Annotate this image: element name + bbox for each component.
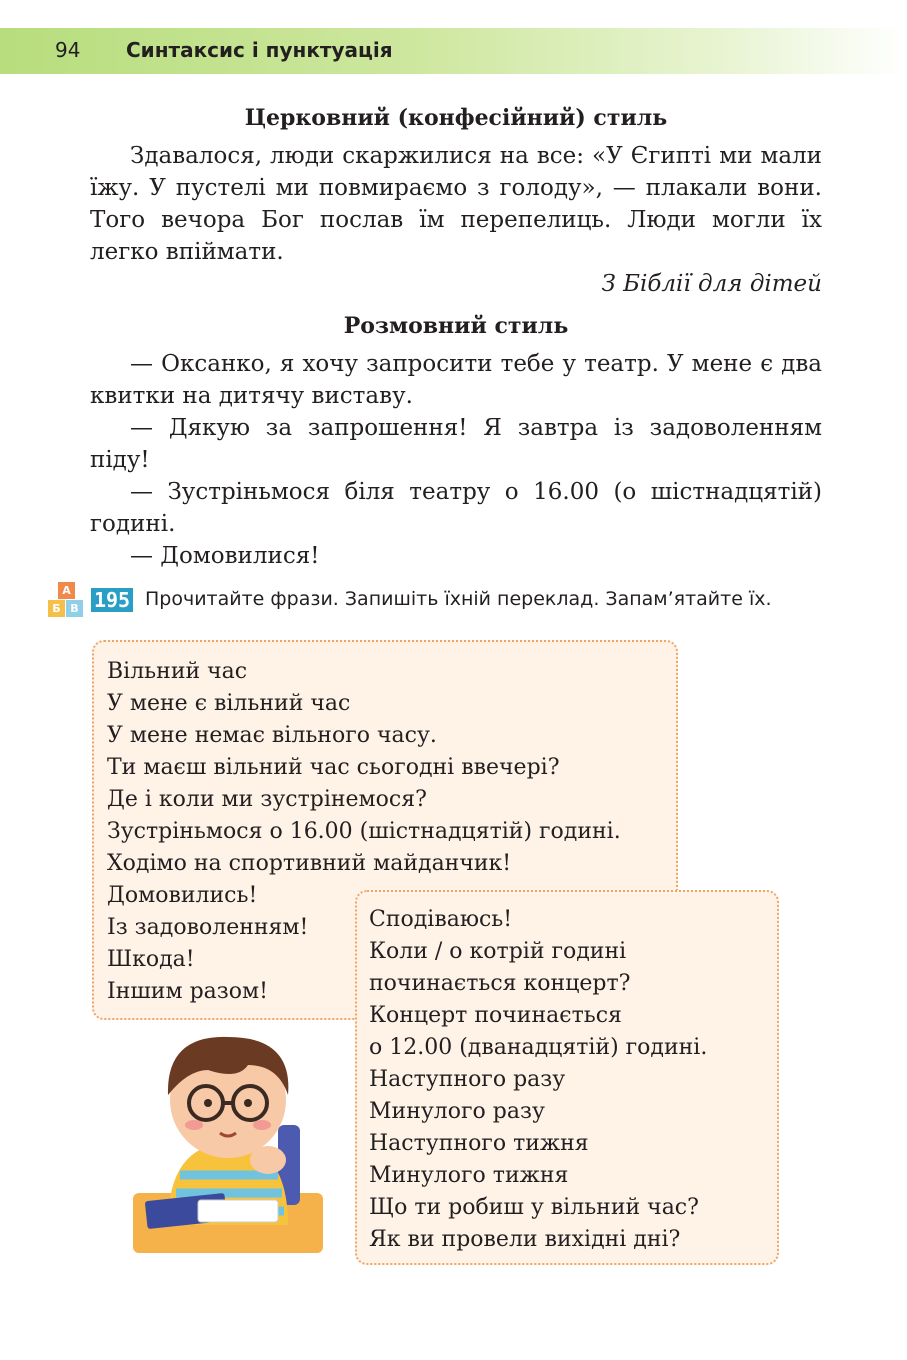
dialogue-line: — Оксанко, я хочу запросити тебе у театр. У мене є два квитки на дитячу виставу. <box>90 351 822 409</box>
phrase: Вільний час <box>107 659 248 684</box>
phrase: Де і коли ми зустрінемося? <box>107 787 427 812</box>
phrase: Іншим разом! <box>107 979 268 1004</box>
task-instruction: Прочитайте фрази. Запишіть їхній переклад. Запам’ятайте їх. <box>145 588 772 610</box>
phrase: Концерт починається <box>369 1003 622 1028</box>
phrase: У мене є вільний час <box>107 691 351 716</box>
phrase: Зустріньмося о 16.00 (шістнадцятій) годині. <box>107 819 621 844</box>
church-style-paragraph: Здавалося, люди скаржилися на все: «У Єгипті ми мали їжу. У пустелі ми повмираємо з голоду», — плакали вони. Того вечора Бог послав їм перепелиць. Люди могли їх легко впіймати. <box>90 143 822 265</box>
phrases-box-right <box>355 890 779 1265</box>
phrase: Ти маєш вільний час сьогодні ввечері? <box>107 755 560 780</box>
phrase: Наступного разу <box>369 1067 566 1092</box>
boy-illustration <box>128 1025 338 1255</box>
phrase: Що ти робиш у вільний час? <box>369 1195 699 1220</box>
church-style-block <box>90 102 822 300</box>
church-style-source: З Біблії для дітей <box>601 271 822 297</box>
dialogue-line: — Дякую за запрошення! Я завтра із задоволенням піду! <box>90 415 822 473</box>
phrase: Сподіваюсь! <box>369 907 513 932</box>
phrase: Шкода! <box>107 947 195 972</box>
colloquial-style-block <box>90 310 822 572</box>
task-number: 195 <box>91 588 133 612</box>
page-header <box>0 28 907 74</box>
phrase: о 12.00 (дванадцятій) годині. <box>369 1035 708 1060</box>
phrase: Минулого тижня <box>369 1163 569 1188</box>
phrase: Минулого разу <box>369 1099 545 1124</box>
phrase: Коли / о котрій годині <box>369 939 627 964</box>
colloquial-style-heading: Розмовний стиль <box>343 313 569 339</box>
phrase: Як ви провели вихідні дні? <box>369 1227 681 1252</box>
abc-blocks-icon: А Б В <box>46 582 86 622</box>
phrase: Наступного тижня <box>369 1131 589 1156</box>
phrase: Ходімо на спортивний майданчик! <box>107 851 512 876</box>
dialogue-line: — Зустріньмося біля театру о 16.00 (о шістнадцятій) годині. <box>90 479 822 537</box>
phrase: У мене немає вільного часу. <box>107 723 437 748</box>
phrase: Із задоволенням! <box>107 915 309 940</box>
page-number: 94 <box>55 38 81 62</box>
church-style-heading: Церковний (конфесійний) стиль <box>244 105 668 131</box>
dialogue-line: — Домовилися! <box>130 543 320 569</box>
section-title: Синтаксис і пунктуація <box>126 38 393 62</box>
phrase: починається концерт? <box>369 971 631 996</box>
phrase: Домовились! <box>107 883 258 908</box>
task-195 <box>46 582 846 622</box>
